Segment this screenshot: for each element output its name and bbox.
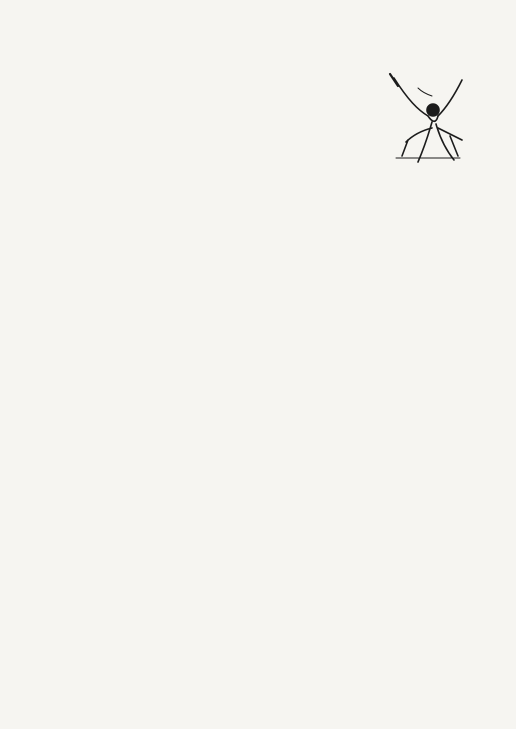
body-text-bottom: [34, 392, 344, 654]
decorative-figure-illustration: [388, 70, 468, 166]
article-title: [344, 44, 388, 344]
body-text-top: [34, 82, 316, 352]
column-divider: [34, 370, 344, 371]
